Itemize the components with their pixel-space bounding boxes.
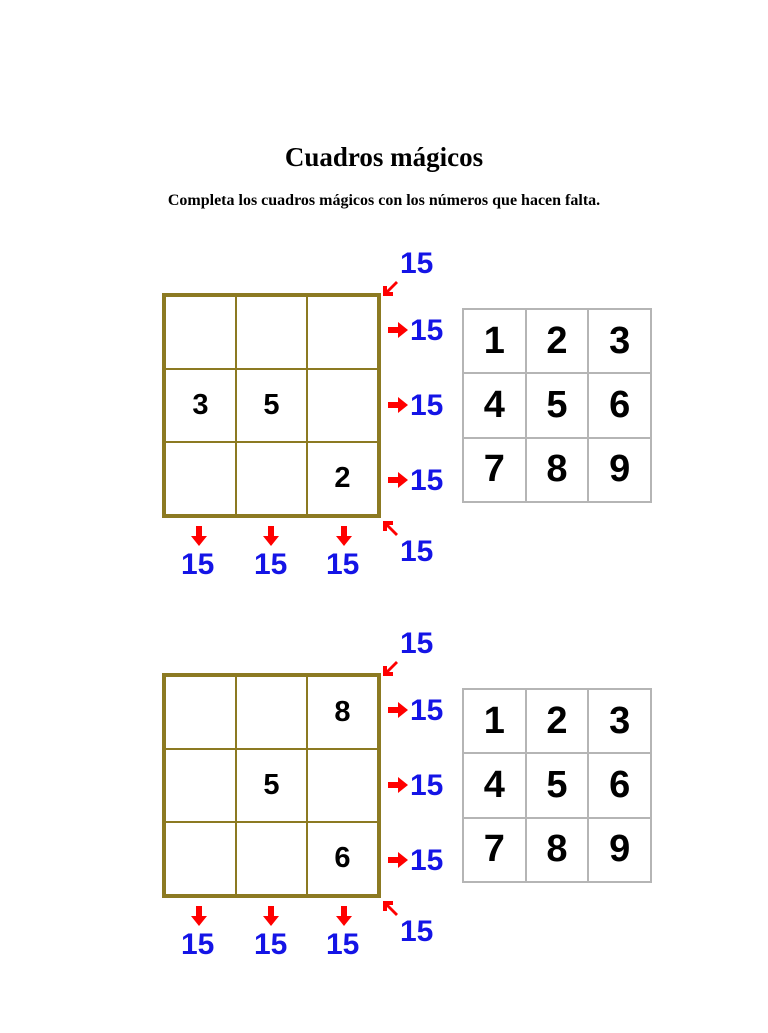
reference-number: 7	[463, 818, 526, 882]
reference-number: 7	[463, 438, 526, 502]
column-sum: 15	[326, 548, 360, 581]
grid-cell[interactable]	[165, 442, 236, 515]
reference-number: 5	[526, 753, 589, 817]
column-arrow-icon	[263, 526, 279, 546]
row-sum: 15	[410, 769, 444, 802]
diagonal-sum-top: 15	[400, 247, 434, 280]
row-arrow-icon	[388, 852, 408, 868]
reference-number: 1	[463, 689, 526, 753]
diagonal-sum-bottom: 15	[400, 915, 434, 948]
diagonal-sum-bottom: 15	[400, 535, 434, 568]
row-sum: 15	[410, 844, 444, 877]
magic-square-puzzle-1	[0, 247, 768, 653]
grid-cell[interactable]	[236, 296, 307, 369]
reference-numbers-grid	[462, 688, 652, 883]
grid-cell[interactable]	[236, 676, 307, 749]
grid-cell[interactable]	[165, 749, 236, 822]
grid-cell[interactable]	[236, 442, 307, 515]
diagonal-sum-top: 15	[400, 627, 434, 660]
row-sum: 15	[410, 389, 444, 422]
grid-cell[interactable]: 8	[307, 676, 378, 749]
reference-number: 3	[588, 689, 651, 753]
row-arrow-icon	[388, 777, 408, 793]
column-sum: 15	[181, 928, 215, 961]
magic-square-puzzle-2	[0, 627, 768, 1033]
row-sum: 15	[410, 694, 444, 727]
column-arrow-icon	[336, 526, 352, 546]
reference-number: 6	[588, 373, 651, 437]
reference-numbers-grid	[462, 308, 652, 503]
reference-number: 4	[463, 373, 526, 437]
column-sum: 15	[254, 548, 288, 581]
column-sum: 15	[181, 548, 215, 581]
row-sum: 15	[410, 314, 444, 347]
reference-number: 9	[588, 438, 651, 502]
column-arrow-icon	[191, 526, 207, 546]
reference-number: 4	[463, 753, 526, 817]
reference-number: 2	[526, 309, 589, 373]
column-sum: 15	[254, 928, 288, 961]
row-arrow-icon	[388, 322, 408, 338]
magic-square-grid	[162, 673, 381, 898]
grid-cell[interactable]	[165, 822, 236, 895]
row-arrow-icon	[388, 472, 408, 488]
grid-cell[interactable]	[307, 369, 378, 442]
column-arrow-icon	[336, 906, 352, 926]
grid-cell[interactable]: 5	[236, 369, 307, 442]
grid-cell[interactable]: 2	[307, 442, 378, 515]
grid-cell[interactable]: 5	[236, 749, 307, 822]
instruction-text: Completa los cuadros mágicos con los números que hacen falta.	[167, 192, 601, 209]
reference-number: 2	[526, 689, 589, 753]
grid-cell[interactable]	[165, 296, 236, 369]
grid-cell[interactable]	[307, 749, 378, 822]
reference-number: 1	[463, 309, 526, 373]
grid-cell[interactable]	[165, 676, 236, 749]
magic-square-grid	[162, 293, 381, 518]
row-arrow-icon	[388, 702, 408, 718]
grid-cell[interactable]	[307, 296, 378, 369]
column-sum: 15	[326, 928, 360, 961]
reference-number: 8	[526, 818, 589, 882]
grid-cell[interactable]: 6	[307, 822, 378, 895]
reference-number: 6	[588, 753, 651, 817]
reference-number: 3	[588, 309, 651, 373]
column-arrow-icon	[263, 906, 279, 926]
column-arrow-icon	[191, 906, 207, 926]
grid-cell[interactable]	[236, 822, 307, 895]
reference-number: 8	[526, 438, 589, 502]
reference-number: 5	[526, 373, 589, 437]
page-title: Cuadros mágicos	[284, 142, 484, 172]
row-sum: 15	[410, 464, 444, 497]
row-arrow-icon	[388, 397, 408, 413]
reference-number: 9	[588, 818, 651, 882]
grid-cell[interactable]: 3	[165, 369, 236, 442]
